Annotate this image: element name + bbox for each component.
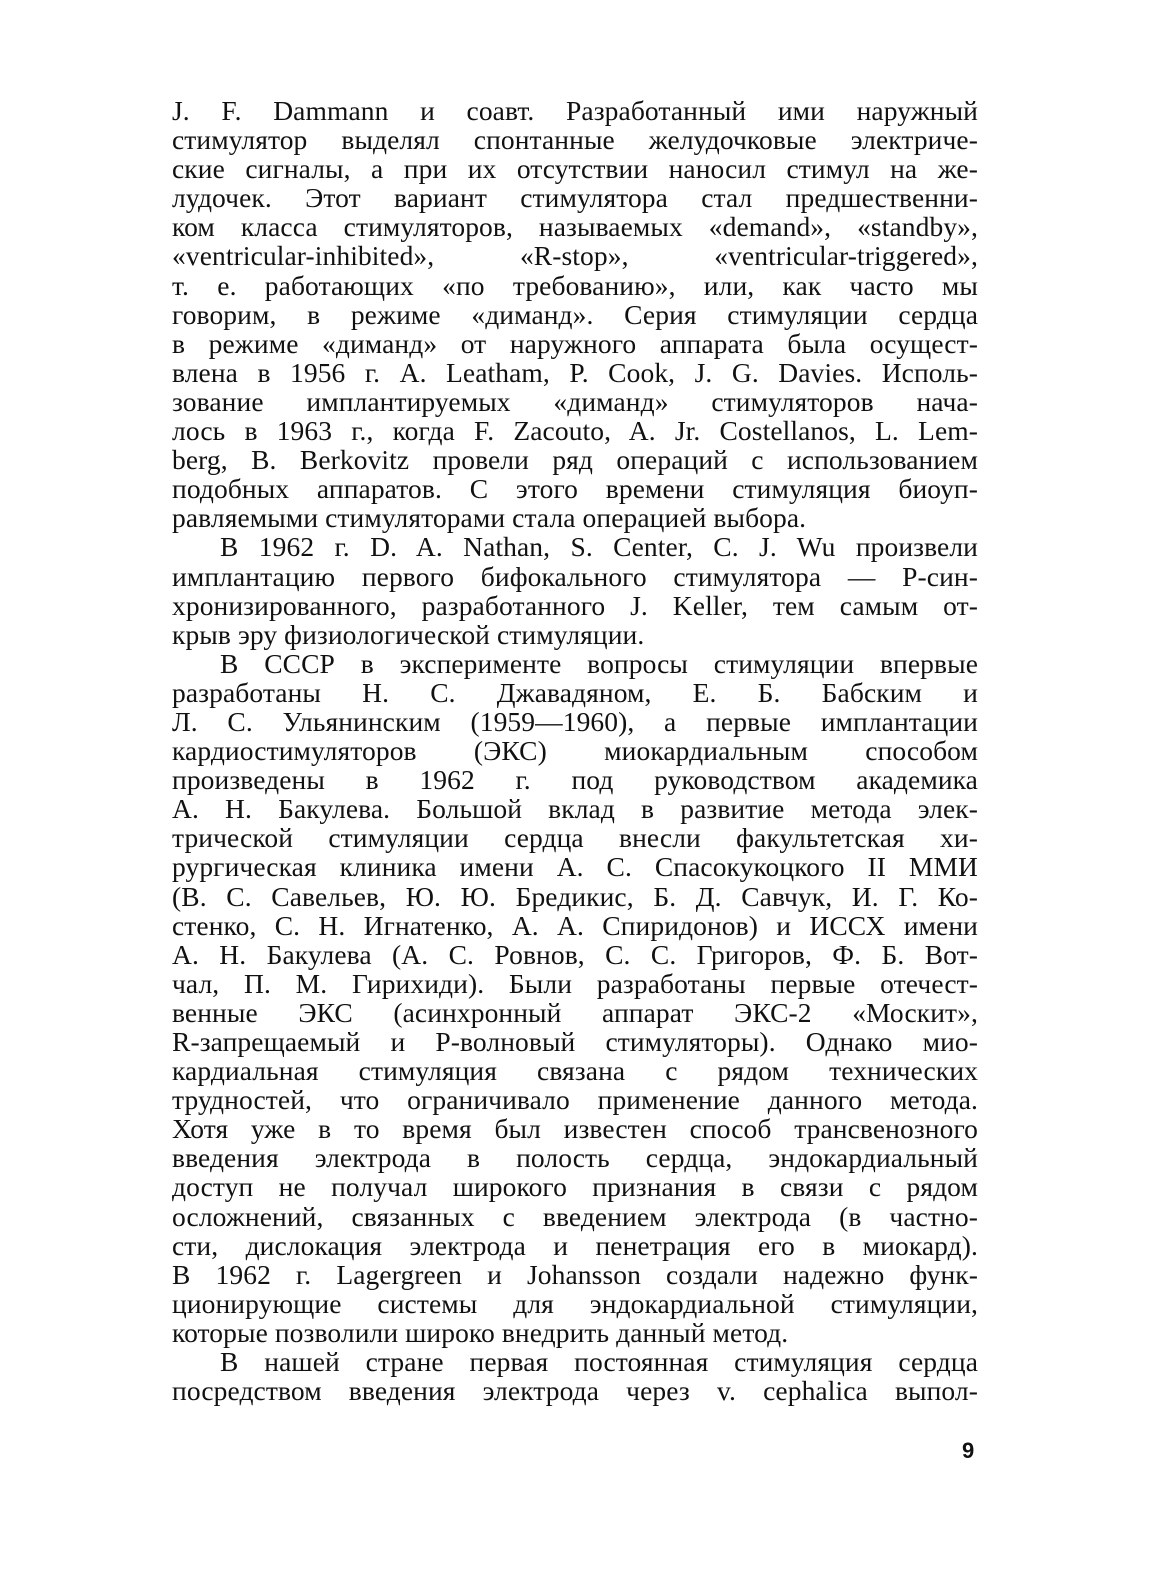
text-line: ские сигналы, а при их отсутствии наносил стимул на же- — [172, 153, 978, 185]
text-line: ком класса стимуляторов, называемых «demand», «standby», — [172, 211, 978, 243]
paragraph — [172, 96, 978, 532]
page-number: 9 — [962, 1438, 975, 1463]
text-line: трической стимуляции сердца внесли факультетская хи- — [172, 822, 978, 854]
text-line: кардиальная стимуляция связана с рядом технических — [172, 1055, 978, 1087]
text-line: т. е. работающих «по требованию», или, как часто мы — [172, 269, 978, 301]
text-line: berg, B. Berkovitz провели ряд операций с использованием — [172, 444, 978, 476]
text-line: Л. С. Ульянинским (1959—1960), а первые имплантации — [172, 705, 978, 737]
text-line: чал, П. М. Гирихиди). Были разработаны первые отечест- — [172, 967, 978, 999]
text-line: влена в 1956 г. A. Leatham, P. Cook, J. G. Davies. Исполь- — [172, 356, 978, 388]
paragraph — [172, 532, 978, 648]
text-line: В 1962 г. D. A. Nathan, S. Center, C. J. Wu произвели — [220, 531, 978, 563]
text-line: лось в 1963 г., когда F. Zacouto, A. Jr. Costellanos, L. Lem- — [172, 415, 978, 447]
text-line: рургическая клиника имени А. С. Спасокукоцкого II ММИ — [172, 851, 978, 883]
text-line: хронизированного, разработанного J. Keller, тем самым от- — [172, 589, 978, 621]
text-line: подобных аппаратов. С этого времени стимуляция биоуп- — [172, 473, 978, 505]
text-line: крыв эру физиологической стимуляции. — [172, 618, 645, 650]
text-line: лудочек. Этот вариант стимулятора стал предшественни- — [172, 182, 978, 214]
text-line: Хотя уже в то время был известен способ трансвенозного — [172, 1113, 978, 1145]
text-line: равляемыми стимуляторами стала операцией выбора. — [172, 502, 807, 534]
text-line: в режиме «диманд» от наружного аппарата была осущест- — [172, 327, 978, 359]
text-line: осложнений, связанных с введением электрода (в частно- — [172, 1200, 978, 1232]
text-line: «ventricular-inhibited», «R-stop», «ventricular-triggered», — [172, 240, 978, 272]
paragraph — [172, 1347, 978, 1405]
text-line: ционирующие системы для эндокардиальной стимуляции, — [172, 1287, 978, 1319]
text-line: В 1962 г. Lagergreen и Johansson создали надежно функ- — [172, 1258, 978, 1290]
text-line: трудностей, что ограничивало применение данного метода. — [172, 1084, 978, 1116]
text-line: А. Н. Бакулева (А. С. Ровнов, С. С. Григоров, Ф. Б. Вот- — [172, 938, 978, 970]
body-text — [172, 96, 978, 1405]
text-line: которые позволили широко внедрить данный метод. — [172, 1316, 789, 1348]
text-line: А. Н. Бакулева. Большой вклад в развитие метода элек- — [172, 793, 978, 825]
text-line: сти, дислокация электрода и пенетрация его в миокард). — [172, 1229, 978, 1261]
text-line: J. F. Dammann и соавт. Разработанный ими наружный — [172, 95, 978, 126]
paragraph — [172, 649, 978, 1347]
text-line: R-запрещаемый и P-волновый стимуляторы). Однако мио- — [172, 1026, 978, 1057]
text-line: имплантацию первого бифокального стимулятора — P-син- — [172, 560, 978, 592]
text-line: посредством введения электрода через v. cephalica выпол- — [172, 1375, 978, 1407]
text-line: введения электрода в полость сердца, эндокардиальный — [172, 1142, 978, 1174]
text-line: стенко, С. Н. Игнатенко, А. А. Спиридонов) и ИССХ имени — [172, 909, 978, 941]
text-line: говорим, в режиме «диманд». Серия стимуляции сердца — [172, 298, 978, 330]
text-line: стимулятор выделял спонтанные желудочковые электриче- — [172, 124, 978, 156]
text-line: В нашей стране первая постоянная стимуляция сердца — [220, 1346, 978, 1378]
text-line: зование имплантируемых «диманд» стимуляторов нача- — [172, 385, 978, 417]
text-line: В СССР в эксперименте вопросы стимуляции впервые — [220, 647, 978, 679]
text-line: разработаны Н. С. Джавадяном, Е. Б. Бабским и — [172, 676, 978, 708]
text-line: произведены в 1962 г. под руководством академика — [172, 764, 978, 796]
text-line: доступ не получал широкого признания в связи с рядом — [172, 1171, 978, 1203]
text-line: кардиостимуляторов (ЭКС) миокардиальным способом — [172, 735, 978, 767]
text-line: венные ЭКС (асинхронный аппарат ЭКС-2 «Москит», — [172, 996, 978, 1028]
text-line: (В. С. Савельев, Ю. Ю. Бредикис, Б. Д. Савчук, И. Г. Ко- — [172, 880, 978, 912]
